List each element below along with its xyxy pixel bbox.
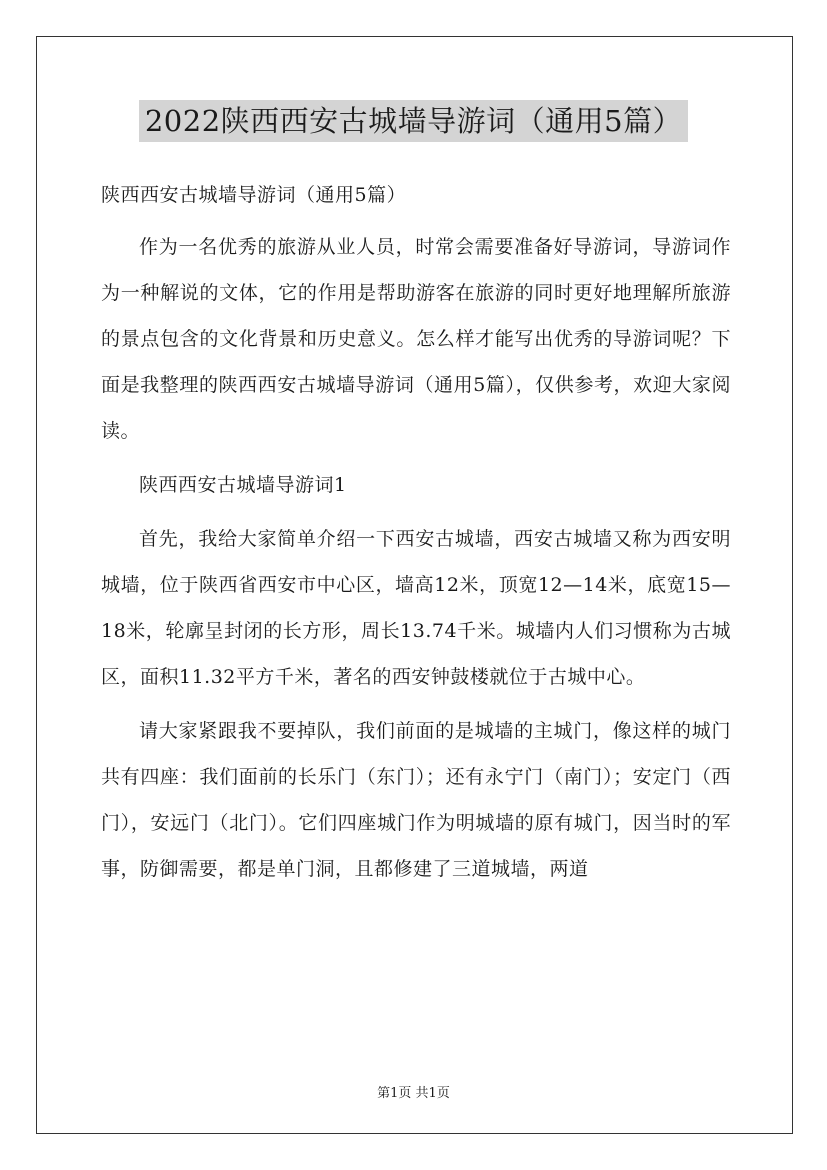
section-heading: 陕西西安古城墙导游词1 bbox=[139, 474, 347, 496]
intro-paragraph: 作为一名优秀的旅游从业人员，时常会需要准备好导游词，导游词作为一种解说的文体，它的作用是帮助游客在旅游的同时更好地理解所旅游的景点包含的文化背景和历史意义。怎么样才能写出优秀的导游词呢？下面是我整理的陕西西安古城墙导游词（通用5篇），仅供参考，欢迎大家阅读。 bbox=[101, 236, 731, 442]
document-body bbox=[101, 172, 731, 900]
title-container bbox=[0, 100, 827, 142]
subtitle-paragraph: 陕西西安古城墙导游词（通用5篇） bbox=[101, 184, 407, 206]
page-footer: 第1页 共1页 bbox=[377, 1086, 450, 1101]
document-title: 2022陕西西安古城墙导游词（通用5篇） bbox=[139, 100, 688, 142]
body-paragraph: 首先，我给大家简单介绍一下西安古城墙，西安古城墙又称为西安明城墙，位于陕西省西安市中心区，墙高12米，顶宽12—14米，底宽15—18米，轮廓呈封闭的长方形，周长13.74千米。城墙内人们习惯称为古城区，面积11.32平方千米，著名的西安钟鼓楼就位于古城中心。 bbox=[101, 528, 731, 688]
body-paragraph: 请大家紧跟我不要掉队，我们前面的是城墙的主城门，像这样的城门共有四座：我们面前的长乐门（东门）；还有永宁门（南门）；安定门（西门），安远门（北门）。它们四座城门作为明城墙的原有城门，因当时的军事，防御需要，都是单门洞，且都修建了三道城墙，两道 bbox=[101, 720, 731, 880]
